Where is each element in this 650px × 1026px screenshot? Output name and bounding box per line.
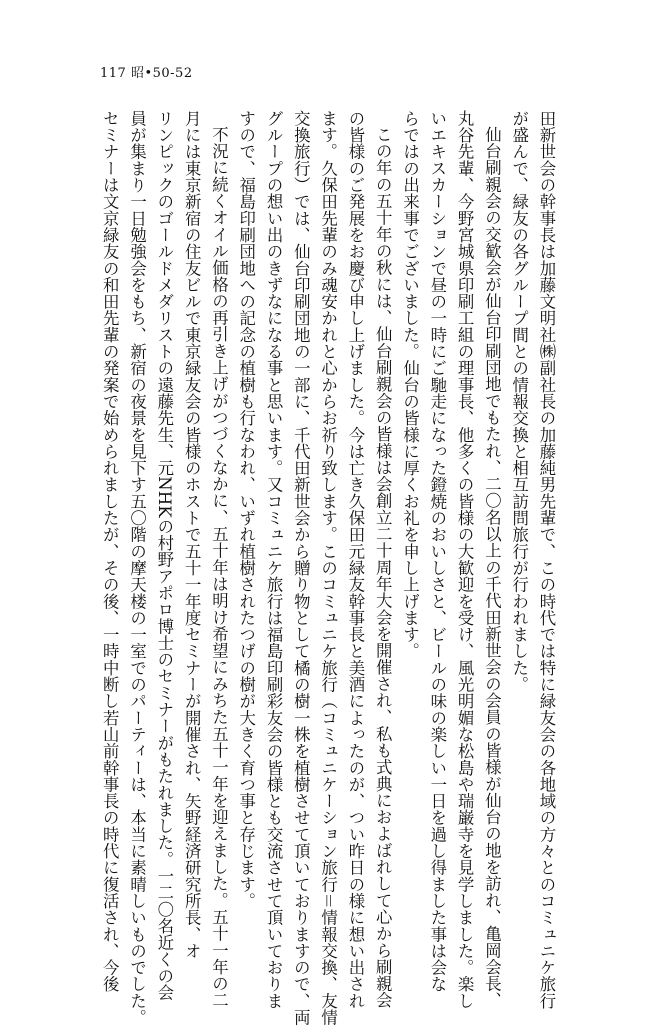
- paragraph-start-line: この年の五十年の秋には、仙台刷親会の皆様は会創立二十周年大会を開催され、私も式典におよばれして心から刷親会: [373, 126, 393, 1009]
- text-line: 月には東京新宿の住友ビルで東京緑友会の皆様のホストで五十一年度セミナーが開催され、矢野経済研究所長、オ: [182, 110, 202, 960]
- paragraph-start-line: 不況に続くオイル価格の再引き上げがつづくなかに、五十年は明け希望にみちた五十一年を迎えました。五十一年の二: [209, 126, 229, 1009]
- text-line: 丸谷先輩、今野宮城県印刷工組の理事長、他多くの皆様の大歓迎を受け、風光明媚な松島や瑞巌寺を見学しました。楽し: [455, 110, 475, 1010]
- text-line: すので、福島印刷団地への記念の植樹も行なわれ、いずれ植樹されたつげの樹が大きく育つ事と存じます。: [236, 110, 256, 910]
- text-line: らではの出来事でございました。仙台の皆様に厚くお礼を申し上げます。: [400, 110, 420, 660]
- text-line: が盛んで、緑友の各グループ間との情報交換と相互訪問旅行が行われました。: [509, 110, 529, 693]
- text-line: 田新世会の幹事長は加藤文明社㈱副社長の加藤純男先輩で、この時代では特に緑友会の各地域の方々とのコミュニケ旅行: [537, 110, 556, 1010]
- text-line: セミナーは文京緑友の和田先輩の発案で始められましたが、その後、一時中断し若山前幹事長の時代に復活され、今後: [100, 110, 120, 993]
- paragraph-start-line: 仙台刷親会の交歓会が仙台印刷団地でもたれ、二〇名以上の千代田新世会の会員の皆様が仙台の地を訪れ、亀岡会長、: [482, 126, 502, 1009]
- text-line: リンピックのゴールドメダリストの遠藤先生、元NHKの村野アポロ博士のセミナーがもたれました。一二〇名近くの会: [154, 110, 174, 1001]
- text-line: 員が集まり一日勉強会をもち、新宿の夜景を見下す五〇階の摩天楼の一室でのパーティーは、本当に素晴しいものでした。: [127, 110, 147, 1026]
- text-line: グループの想い出のきずなになる事と思います。又コミュニケ旅行は福島印刷彩友会の皆様とも交流させて頂いておりま: [264, 110, 284, 1010]
- vertical-body-text: [100, 110, 560, 1026]
- text-line: の皆様のご発展をお慶び申し上げました。今は亡き久保田元緑友幹事長と美酒によったのが、つい昨日の様に想い出され: [345, 110, 365, 1010]
- text-line: 交換旅行）では、仙台印刷団地の一部に、千代田新世会から贈り物として橘の樹一株を植樹させて頂いておりますので、両: [291, 110, 311, 1026]
- text-line: ます。久保田先輩のみ魂安かれと心からお祈り致します。このコミュニケ旅行（コミュニケーション旅行＝情報交換、友情: [318, 110, 338, 1026]
- text-line: いエキスカーションで昼の一時にご馳走になった鐙焼のおいしさと、ビールの味の楽しい一日を過し得ました事は会な: [427, 110, 447, 993]
- page-header-marker: 117 昭•50-52: [100, 66, 193, 81]
